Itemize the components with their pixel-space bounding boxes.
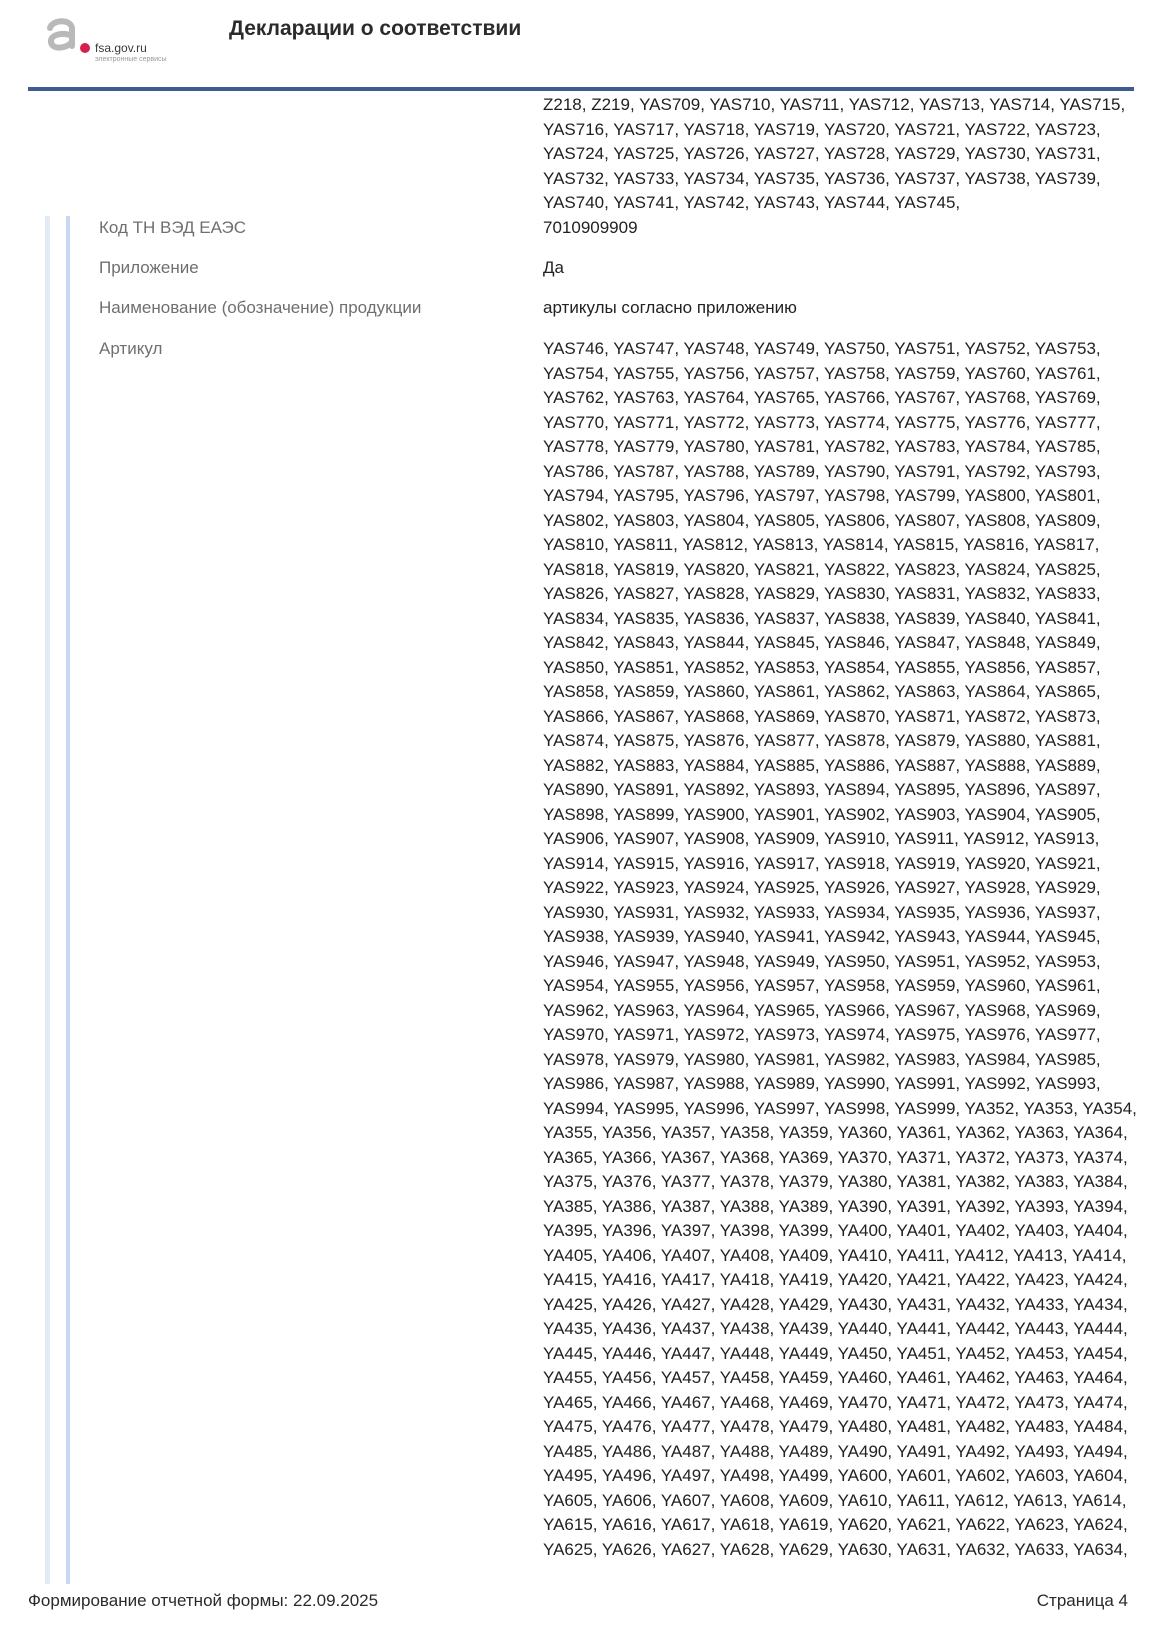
- header-divider: [28, 87, 1134, 91]
- article-line: YAS962, YAS963, YAS964, YAS965, YAS966, YAS967, YAS968, YAS969,: [543, 1000, 1101, 1020]
- article-line: YAS866, YAS867, YAS868, YAS869, YAS870, YAS871, YAS872, YAS873,: [543, 706, 1101, 726]
- report-generated-date: Формирование отчетной формы: 22.09.2025: [28, 1591, 379, 1610]
- article-line: YA425, YA426, YA427, YA428, YA429, YA430, YA431, YA432, YA433, YA434,: [543, 1294, 1128, 1314]
- article-line: YA485, YA486, YA487, YA488, YA489, YA490, YA491, YA492, YA493, YA494,: [543, 1441, 1128, 1461]
- article-line: YAS986, YAS987, YAS988, YAS989, YAS990, YAS991, YAS992, YAS993,: [543, 1074, 1101, 1093]
- article-line: YAS778, YAS779, YAS780, YAS781, YAS782, YAS783, YAS784, YAS785,: [543, 437, 1101, 456]
- page-header: [0, 0, 1166, 92]
- field-label: Приложение: [99, 258, 199, 277]
- article-line: YAS810, YAS811, YAS812, YAS813, YAS814, YAS815, YAS816, YAS817,: [543, 535, 1100, 554]
- article-line: YA375, YA376, YA377, YA378, YA379, YA380, YA381, YA382, YA383, YA384,: [543, 1172, 1128, 1191]
- article-line: YA365, YA366, YA367, YA368, YA369, YA370, YA371, YA372, YA373, YA374,: [543, 1147, 1128, 1167]
- article-line: YAS930, YAS931, YAS932, YAS933, YAS934, YAS935, YAS936, YAS937,: [543, 902, 1101, 922]
- article-list-continuation: [543, 93, 1155, 216]
- field-value-line: Да: [543, 258, 564, 277]
- field-label: Наименование (обозначение) продукции: [99, 298, 422, 317]
- field-value-line: 7010909909: [543, 218, 638, 237]
- article-line: YAS946, YAS947, YAS948, YAS949, YAS950, YAS951, YAS952, YAS953,: [543, 951, 1101, 971]
- article-line: YAS938, YAS939, YAS940, YAS941, YAS942, YAS943, YAS944, YAS945,: [543, 927, 1101, 946]
- article-line: YAS954, YAS955, YAS956, YAS957, YAS958, YAS959, YAS960, YAS961,: [543, 976, 1101, 995]
- article-line: YAS762, YAS763, YAS764, YAS765, YAS766, YAS767, YAS768, YAS769,: [543, 388, 1101, 407]
- article-line: YAS858, YAS859, YAS860, YAS861, YAS862, YAS863, YAS864, YAS865,: [543, 682, 1101, 701]
- article-line: YAS914, YAS915, YAS916, YAS917, YAS918, YAS919, YAS920, YAS921,: [543, 853, 1101, 873]
- article-line: YA615, YA616, YA617, YA618, YA619, YA620, YA621, YA622, YA623, YA624,: [543, 1515, 1128, 1534]
- article-line: YAS754, YAS755, YAS756, YAS757, YAS758, YAS759, YAS760, YAS761,: [543, 363, 1101, 383]
- logo-site-text: fsa.gov.ru: [95, 41, 147, 55]
- article-line: YA405, YA406, YA407, YA408, YA409, YA410, YA411, YA412, YA413, YA414,: [543, 1245, 1127, 1265]
- article-line: YAS978, YAS979, YAS980, YAS981, YAS982, YAS983, YAS984, YAS985,: [543, 1049, 1101, 1069]
- fsa-logo-mark-icon: [42, 14, 82, 54]
- continuation-line: Z218, Z219, YAS709, YAS710, YAS711, YAS712, YAS713, YAS714, YAS715,: [543, 95, 1126, 114]
- article-line: YAS826, YAS827, YAS828, YAS829, YAS830, YAS831, YAS832, YAS833,: [543, 584, 1101, 603]
- article-line: YA475, YA476, YA477, YA478, YA479, YA480, YA481, YA482, YA483, YA484,: [543, 1417, 1128, 1436]
- article-line: YA435, YA436, YA437, YA438, YA439, YA440, YA441, YA442, YA443, YA444,: [543, 1319, 1128, 1338]
- article-line: YAS906, YAS907, YAS908, YAS909, YAS910, YAS911, YAS912, YAS913,: [543, 829, 1100, 848]
- page-title: Декларации о соответствии: [229, 17, 522, 40]
- continuation-line: YAS716, YAS717, YAS718, YAS719, YAS720, YAS721, YAS722, YAS723,: [543, 119, 1101, 139]
- article-line: YA395, YA396, YA397, YA398, YA399, YA400, YA401, YA402, YA403, YA404,: [543, 1221, 1128, 1240]
- continuation-line: YAS740, YAS741, YAS742, YAS743, YAS744, YAS745,: [543, 193, 961, 212]
- article-line: YAS922, YAS923, YAS924, YAS925, YAS926, YAS927, YAS928, YAS929,: [543, 878, 1101, 897]
- logo-dot-icon: [80, 43, 90, 53]
- article-line: YAS994, YAS995, YAS996, YAS997, YAS998, YAS999, YA352, YA353, YA354,: [543, 1098, 1137, 1118]
- article-line: YAS786, YAS787, YAS788, YAS789, YAS790, YAS791, YAS792, YAS793,: [543, 461, 1101, 481]
- article-line: YA605, YA606, YA607, YA608, YA609, YA610, YA611, YA612, YA613, YA614,: [543, 1490, 1127, 1510]
- article-line: YAS746, YAS747, YAS748, YAS749, YAS750, YAS751, YAS752, YAS753,: [543, 339, 1101, 358]
- article-line: YAS970, YAS971, YAS972, YAS973, YAS974, YAS975, YAS976, YAS977,: [543, 1025, 1101, 1044]
- article-line: YAS842, YAS843, YAS844, YAS845, YAS846, YAS847, YAS848, YAS849,: [543, 633, 1101, 652]
- field-value-line: артикулы согласно приложению: [543, 298, 797, 317]
- logo-tagline: электронные сервисы: [95, 56, 167, 63]
- article-line: YA465, YA466, YA467, YA468, YA469, YA470, YA471, YA472, YA473, YA474,: [543, 1392, 1128, 1412]
- article-line: YAS802, YAS803, YAS804, YAS805, YAS806, YAS807, YAS808, YAS809,: [543, 510, 1101, 530]
- field-label: Артикул: [99, 339, 163, 358]
- article-line: YAS850, YAS851, YAS852, YAS853, YAS854, YAS855, YAS856, YAS857,: [543, 657, 1101, 677]
- article-line: YA415, YA416, YA417, YA418, YA419, YA420, YA421, YA422, YA423, YA424,: [543, 1270, 1128, 1289]
- section-indent-bar-outer: [45, 216, 50, 1584]
- field-value: [543, 216, 1155, 241]
- continuation-line: YAS724, YAS725, YAS726, YAS727, YAS728, YAS729, YAS730, YAS731,: [543, 144, 1101, 163]
- field-value: [543, 256, 1155, 281]
- article-line: YA495, YA496, YA497, YA498, YA499, YA600, YA601, YA602, YA603, YA604,: [543, 1466, 1128, 1485]
- article-line: YA625, YA626, YA627, YA628, YA629, YA630, YA631, YA632, YA633, YA634,: [543, 1539, 1128, 1559]
- page-number: Страница 4: [1036, 1591, 1128, 1610]
- field-label: Код ТН ВЭД ЕАЭС: [99, 218, 247, 237]
- article-line: YAS882, YAS883, YAS884, YAS885, YAS886, YAS887, YAS888, YAS889,: [543, 755, 1101, 775]
- article-list: [543, 337, 1155, 1562]
- article-line: YAS834, YAS835, YAS836, YAS837, YAS838, YAS839, YAS840, YAS841,: [543, 608, 1101, 628]
- article-line: YAS890, YAS891, YAS892, YAS893, YAS894, YAS895, YAS896, YAS897,: [543, 780, 1101, 799]
- article-line: YAS874, YAS875, YAS876, YAS877, YAS878, YAS879, YAS880, YAS881,: [543, 731, 1101, 750]
- article-line: YAS770, YAS771, YAS772, YAS773, YAS774, YAS775, YAS776, YAS777,: [543, 412, 1101, 432]
- article-line: YA355, YA356, YA357, YA358, YA359, YA360, YA361, YA362, YA363, YA364,: [543, 1123, 1128, 1142]
- article-line: YAS794, YAS795, YAS796, YAS797, YAS798, YAS799, YAS800, YAS801,: [543, 486, 1101, 505]
- article-line: YAS898, YAS899, YAS900, YAS901, YAS902, YAS903, YAS904, YAS905,: [543, 804, 1101, 824]
- section-indent-bar-inner: [66, 216, 70, 1584]
- field-value: [543, 296, 1155, 321]
- article-line: YA445, YA446, YA447, YA448, YA449, YA450, YA451, YA452, YA453, YA454,: [543, 1343, 1128, 1363]
- continuation-line: YAS732, YAS733, YAS734, YAS735, YAS736, YAS737, YAS738, YAS739,: [543, 168, 1101, 188]
- article-line: YA455, YA456, YA457, YA458, YA459, YA460, YA461, YA462, YA463, YA464,: [543, 1368, 1128, 1387]
- fsa-logo[interactable]: [42, 14, 202, 64]
- article-line: YA385, YA386, YA387, YA388, YA389, YA390, YA391, YA392, YA393, YA394,: [543, 1196, 1128, 1216]
- article-line: YAS818, YAS819, YAS820, YAS821, YAS822, YAS823, YAS824, YAS825,: [543, 559, 1101, 579]
